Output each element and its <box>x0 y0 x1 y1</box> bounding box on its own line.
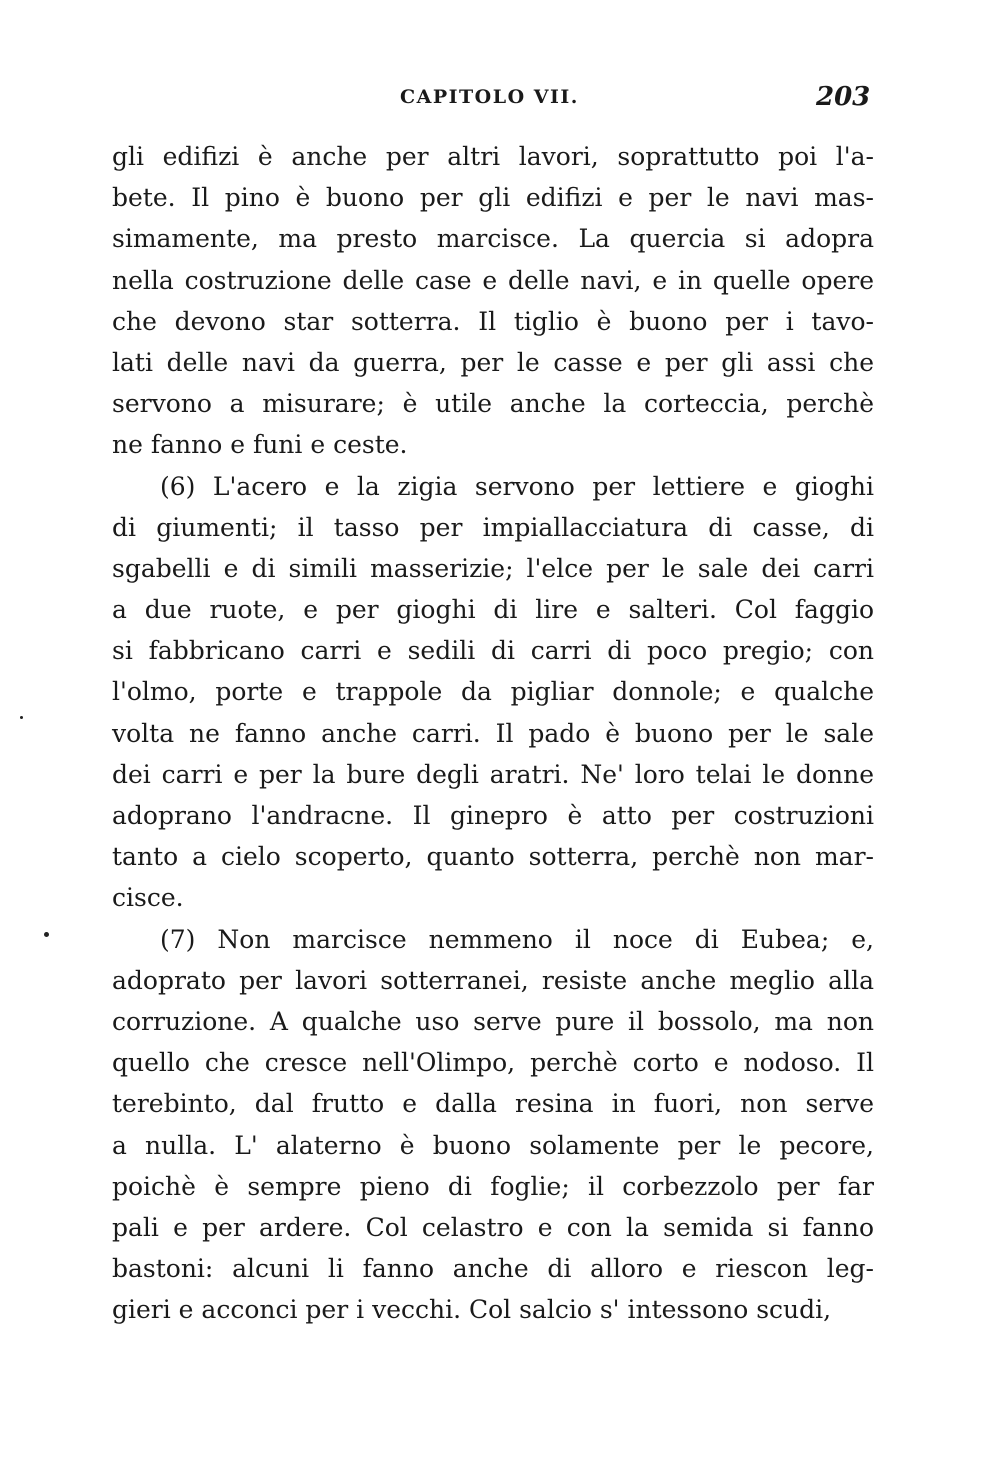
text-line: volta ne fanno anche carri. Il pado è buono per le sale <box>112 718 874 748</box>
text-line: pali e per ardere. Col celastro e con la semida si fanno <box>112 1212 874 1242</box>
text-line: lati delle navi da guerra, per le casse e per gli assi che <box>112 347 874 377</box>
page-number: 203 <box>816 82 871 112</box>
text-line: bete. Il pino è buono per gli edifizi e per le navi mas- <box>112 183 874 213</box>
text-line: adoprano l'andracne. Il ginepro è atto per costruzioni <box>112 801 874 830</box>
running-head: CAPITOLO VII. <box>400 86 579 108</box>
text-line: che devono star sotterra. Il tiglio è buono per i tavo- <box>112 306 874 336</box>
text-line: gli edifizi è anche per altri lavori, soprattutto poi l'a- <box>112 142 874 171</box>
paragraph <box>112 466 874 919</box>
text-line: (6) L'acero e la zigia servono per lettiere e gioghi <box>160 471 874 501</box>
text-line: quello che cresce nell'Olimpo, perchè corto e nodoso. Il <box>112 1048 874 1078</box>
text-line: gieri e acconci per i vecchi. Col salcio s' intessono scudi, <box>112 1295 832 1325</box>
text-line: poichè è sempre pieno di foglie; il corbezzolo per far <box>112 1171 874 1201</box>
text-line: bastoni: alcuni li fanno anche di alloro e riescon leg- <box>112 1254 874 1284</box>
text-line: cisce. <box>112 883 184 913</box>
text-line: l'olmo, porte e trappole da pigliar donnole; e qualche <box>112 677 874 707</box>
text-line: terebinto, dal frutto e dalla resina in fuori, non serve <box>112 1089 874 1119</box>
text-line: simamente, ma presto marcisce. La quercia si adopra <box>112 224 874 254</box>
text-line: si fabbricano carri e sedili di carri di poco pregio; con <box>112 636 874 666</box>
paragraph <box>112 919 874 1331</box>
text-line: tanto a cielo scoperto, quanto sotterra, perchè non mar- <box>112 842 874 872</box>
text-line: sgabelli e di simili masserizie; l'elce per le sale dei carri <box>112 553 874 583</box>
text-line: (7) Non marcisce nemmeno il noce di Eubea; e, <box>160 924 874 954</box>
text-line: a nulla. L' alaterno è buono solamente per le pecore, <box>112 1130 874 1160</box>
text-line: servono a misurare; è utile anche la corteccia, perchè <box>112 389 874 419</box>
margin-dot <box>44 932 49 937</box>
body-text <box>112 136 874 1330</box>
text-line: ne fanno e funi e ceste. <box>112 430 408 460</box>
text-line: a due ruote, e per gioghi di lire e salteri. Col faggio <box>112 595 874 625</box>
paragraph <box>112 136 874 466</box>
text-line: corruzione. A qualche uso serve pure il bossolo, ma non <box>112 1006 874 1036</box>
text-line: di giumenti; il tasso per impiallacciatura di casse, di <box>112 512 874 542</box>
margin-dot <box>20 716 23 719</box>
text-line: nella costruzione delle case e delle navi, e in quelle opere <box>112 265 874 295</box>
text-line: dei carri e per la bure degli aratri. Ne' loro telai le donne <box>112 759 874 789</box>
text-line: adoprato per lavori sotterranei, resiste anche meglio alla <box>112 965 874 995</box>
page-header <box>0 82 1000 118</box>
